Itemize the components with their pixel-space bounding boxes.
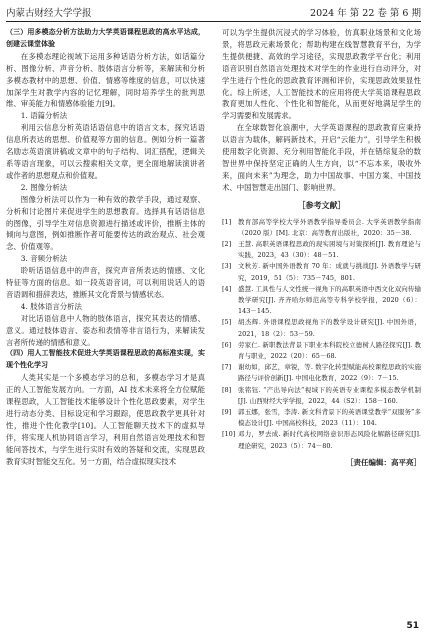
reference-text: 郭玉娜，张雪，李涛. 新文科背景下的英语课堂教学“双服务”多模态设计[J]. 中国高校科技，2023（11）：104. — [238, 408, 421, 428]
reference-number: [1] — [222, 217, 232, 226]
page-header — [6, 6, 421, 19]
reference-number: [10] — [222, 430, 236, 439]
reference-number: [2] — [222, 240, 232, 248]
reference-number: [6] — [222, 340, 232, 349]
reference-item — [222, 239, 421, 261]
reference-text: 胡杰辉. 外语课程思政视角下的教学设计研究[J]. 中国外语，2021，18（2）：53－59. — [238, 318, 421, 338]
references-title: ［参考文献］ — [297, 200, 346, 210]
paragraph: 在多模态理论视域下运用多种话语分析方法，如话篇分析、图像分析、声音分析、肢体语言分析等，来解读和分析多模态教材中的思想、价值、情感等维度的信息，可以快速加深学生对教学内容的记忆理解，同时培养学生的批判思维、审美能力和情感体验能力[9]。 — [6, 51, 205, 109]
method-heading: 4. 肢体语言分析法 — [20, 301, 82, 311]
paragraph: 对比话语信息中人物的肢体语言，探究其表达的情感、意义。通过肢体语言、姿态和表情等非言语行为，来解读发言者所传递的情感和意义。 — [6, 313, 205, 347]
issue-info: 2024 年 第 22 卷 第 6 期 — [310, 8, 421, 19]
paragraph: 图像分析法可以作为一种有效的教学手段，通过观察、分析和讨论图片来促进学生的思想教育。选择具有话语信息的图像，引导学生对信息资源进行描述或评价，推断主体的倾向与意图，例如推断作者可能要传达的政治观点、社会观念、价值观等。 — [6, 194, 205, 252]
paragraph: 利用云信息分析英语话语信息中的语言文本，探究话语信息所表达的思想、价值观等方面的信息。例如分析一篇著名励志英语演讲稿或文章中的句子结构、词汇搭配，逻辑关系等语言现象，可以云搜索相关文章，更全面地解读演讲者或作者的思想观点和价值观。 — [6, 123, 205, 180]
reference-item — [222, 385, 421, 407]
reference-item — [222, 362, 421, 384]
reference-number: [5] — [222, 318, 232, 327]
section-heading-4: （四）用人工智能技术促进大学英语课程思政的高标准实现，实现个性化学习 — [6, 349, 205, 370]
reference-number: [3] — [222, 262, 232, 271]
paragraph: 在全球数智化浪潮中，大学英语课程的思政教育应秉持以语言为载体，解码新技术，开启“云能力”，引导学生积极使用数字化资源、充分利用智能化手段，并在错综复杂的数智世界中保持坚定正确的人生方向，以“不忘本来，吸收外来，面向未来”为理念，助力中国故事、中国方案、中国技术、中国智慧走出国门、影响世界。 — [222, 123, 421, 192]
reference-number: [8] — [222, 385, 232, 394]
method-heading: 1. 语篇分析法 — [20, 111, 68, 121]
method-heading: 3. 音频分析法 — [20, 254, 68, 264]
reference-number: [7] — [222, 363, 232, 372]
reference-number: [9] — [222, 408, 232, 417]
reference-item — [222, 429, 421, 451]
section-heading-3: （三）用多模态分析方法助力大学英语课程思政的高水平达成，创建云课堂体验 — [6, 28, 205, 48]
reference-item — [222, 317, 421, 339]
paragraph-continued: 可以为学生提供沉浸式的学习体验，仿真职业场景和文化场景，将思政元素场景化；帮助构建在线智慧教育平台，为学生提供便捷、高效的学习途径，实现思政教学平台化；利用语音识别自然语言处理技术对学生的作业进行自动评分，对学生进行个性化的思政教育评测和评价，实现思政效果显性化。综上所述，人工智能技术的应用将使大学英语课程思政教育更加人性化、个性化和智能化，从而更好地满足学生的学习需要和发展需求。 — [222, 28, 421, 121]
reference-item — [222, 284, 421, 318]
right-column — [222, 27, 421, 614]
reference-text: 文秋芳. 新中国外语教育 70 年：成就与挑战[J]. 外语教学与研究，2019，51（5）：735－745，801. — [238, 262, 421, 282]
header-rule — [6, 21, 421, 22]
reference-text: 王慧. 高职英语课程思政的现实困境与对策探析[J]. 教育理论与实践，2023，43（30）：48－51. — [238, 240, 421, 260]
reference-item — [222, 407, 421, 429]
reference-text: 张铭钰. “产出导向法”视域下的英语专业课程多模态教学机制[J]. 山西财经大学学报，2022，44（S2）：158－160. — [238, 385, 421, 405]
page-number: 51 — [406, 621, 419, 631]
paragraph: 人类其实是一个多模态学习的总和，多模态学习才是真正的人工智能发展方向。一方面，AI 技术未来将全方位赋能课程思政，人工智能技术能够设计个性化思政要素，对学生进行动态分类、目标设定和学习跟踪，使思政教学更具针对性，推进个性化教学[10]。人工智能聊天技术下的虚拟导伴，将实现人机协同语言学习，利用自然语言处理技术和智能问答技术，与学生进行实时有效的答疑和交流，实现思政教育实时智能交互化。另一方面，结合虚拟现实技术 — [6, 373, 205, 466]
reference-text: 邓力，罗去成. 新时代高校网络意识形态风险化解路径研究[J]. 理论研究，2023（5）：74－80. — [238, 430, 421, 450]
reference-text: 盛慧. 工具性与人文性统一视角下的高职英语中西文化双向传输教学研究[J]. 齐齐哈尔师范高等专科学校学报，2020（6）：143－145. — [238, 284, 421, 316]
paragraph: 聆听话语信息中的声音，探究声音所表达的情感、文化特征等方面的信息。如一段英语音词，可以利用说话人的语音语调和措辞表达，推断其文化背景与情感状态。 — [6, 266, 205, 299]
reference-item — [222, 261, 421, 283]
reference-item — [222, 340, 421, 362]
responsible-editor: ［责任编辑：高平亮］ — [346, 457, 421, 467]
journal-name: 内蒙古财经大学学报 — [6, 8, 92, 19]
left-column — [6, 27, 205, 614]
reference-number: [4] — [222, 284, 232, 293]
method-heading: 2. 图像分析法 — [20, 182, 68, 192]
reference-text: 劳家仁. 新职教法背景下职业本科院校立德树人路径探究[J]. 教育与职业，2022（20）：65－68. — [238, 340, 421, 361]
reference-list — [222, 217, 421, 452]
reference-text: 谢幼如，邱艺，章锐，等. 数字化转型赋能高校课程思政的实施路径与评价创新[J]. 中国电化教育，2022（9）：7－15. — [238, 363, 421, 383]
reference-text: 教育部高等学校大学外语教学指导委员会. 大学英语教学指南（2020 版）[M]. 北京：高等教育出版社，2020：35－38. — [238, 217, 421, 237]
reference-item — [222, 217, 421, 239]
